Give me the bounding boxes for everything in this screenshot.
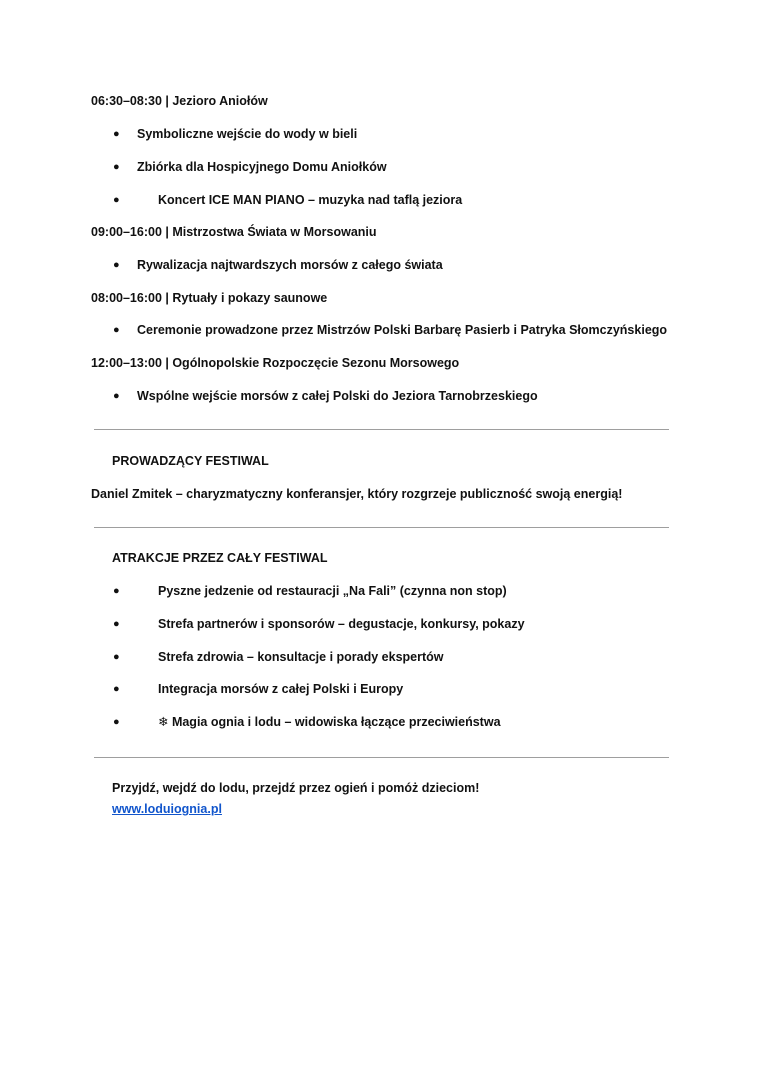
attractions-section-title: ATRAKCJE PRZEZ CAŁY FESTIWAL <box>112 551 328 565</box>
host-section-title: PROWADZĄCY FESTIWAL <box>112 454 269 468</box>
bullet-icon: ● <box>113 390 120 402</box>
bullet-icon: ● <box>113 194 120 206</box>
divider <box>94 429 669 430</box>
schedule-heading-rozpoczecie: 12:00–13:00 | Ogólnopolskie Rozpoczęcie Sezonu Morsowego <box>91 356 460 370</box>
list-item: Strefa partnerów i sponsorów – degustacje, konkursy, pokazy <box>158 617 525 631</box>
list-item: Pyszne jedzenie od restauracji „Na Fali” (czynna non stop) <box>158 584 507 598</box>
bullet-icon: ● <box>113 585 120 597</box>
list-item: Zbiórka dla Hospicyjnego Domu Aniołków <box>137 160 387 174</box>
list-item: Ceremonie prowadzone przez Mistrzów Polski Barbarę Pasierb i Patryka Słomczyńskiego <box>137 323 668 337</box>
bullet-icon: ● <box>113 683 120 695</box>
closing-invitation: Przyjdź, wejdź do lodu, przejdź przez ogień i pomóż dzieciom! <box>112 781 480 795</box>
list-item: Wspólne wejście morsów z całej Polski do Jeziora Tarnobrzeskiego <box>137 389 538 403</box>
divider <box>94 527 669 528</box>
bullet-icon: ● <box>113 128 120 140</box>
host-description: Daniel Zmitek – charyzmatyczny konferansjer, który rozgrzeje publiczność swoją energią! <box>91 487 623 501</box>
bullet-icon: ● <box>113 716 120 728</box>
schedule-heading-jezioro-aniolow: 06:30–08:30 | Jezioro Aniołów <box>91 94 268 108</box>
bullet-icon: ● <box>113 259 120 271</box>
bullet-icon: ● <box>113 618 120 630</box>
bullet-icon: ● <box>113 651 120 663</box>
list-item: Symboliczne wejście do wody w bieli <box>137 127 358 141</box>
list-item: ❄ Magia ognia i lodu – widowiska łączące przeciwieństwa <box>158 715 501 729</box>
list-item: Integracja morsów z całej Polski i Europy <box>158 682 404 696</box>
divider <box>94 757 669 758</box>
list-item: Rywalizacja najtwardszych morsów z całego świata <box>137 258 443 272</box>
bullet-icon: ● <box>113 324 120 336</box>
list-item: Strefa zdrowia – konsultacje i porady ekspertów <box>158 650 444 664</box>
bullet-icon: ● <box>113 161 120 173</box>
schedule-heading-rytualy: 08:00–16:00 | Rytuały i pokazy saunowe <box>91 291 328 305</box>
list-item: Koncert ICE MAN PIANO – muzyka nad taflą jeziora <box>158 193 463 207</box>
website-link[interactable]: www.loduiognia.pl <box>112 802 222 816</box>
schedule-heading-mistrzostwa: 09:00–16:00 | Mistrzostwa Świata w Morsowaniu <box>91 225 377 239</box>
